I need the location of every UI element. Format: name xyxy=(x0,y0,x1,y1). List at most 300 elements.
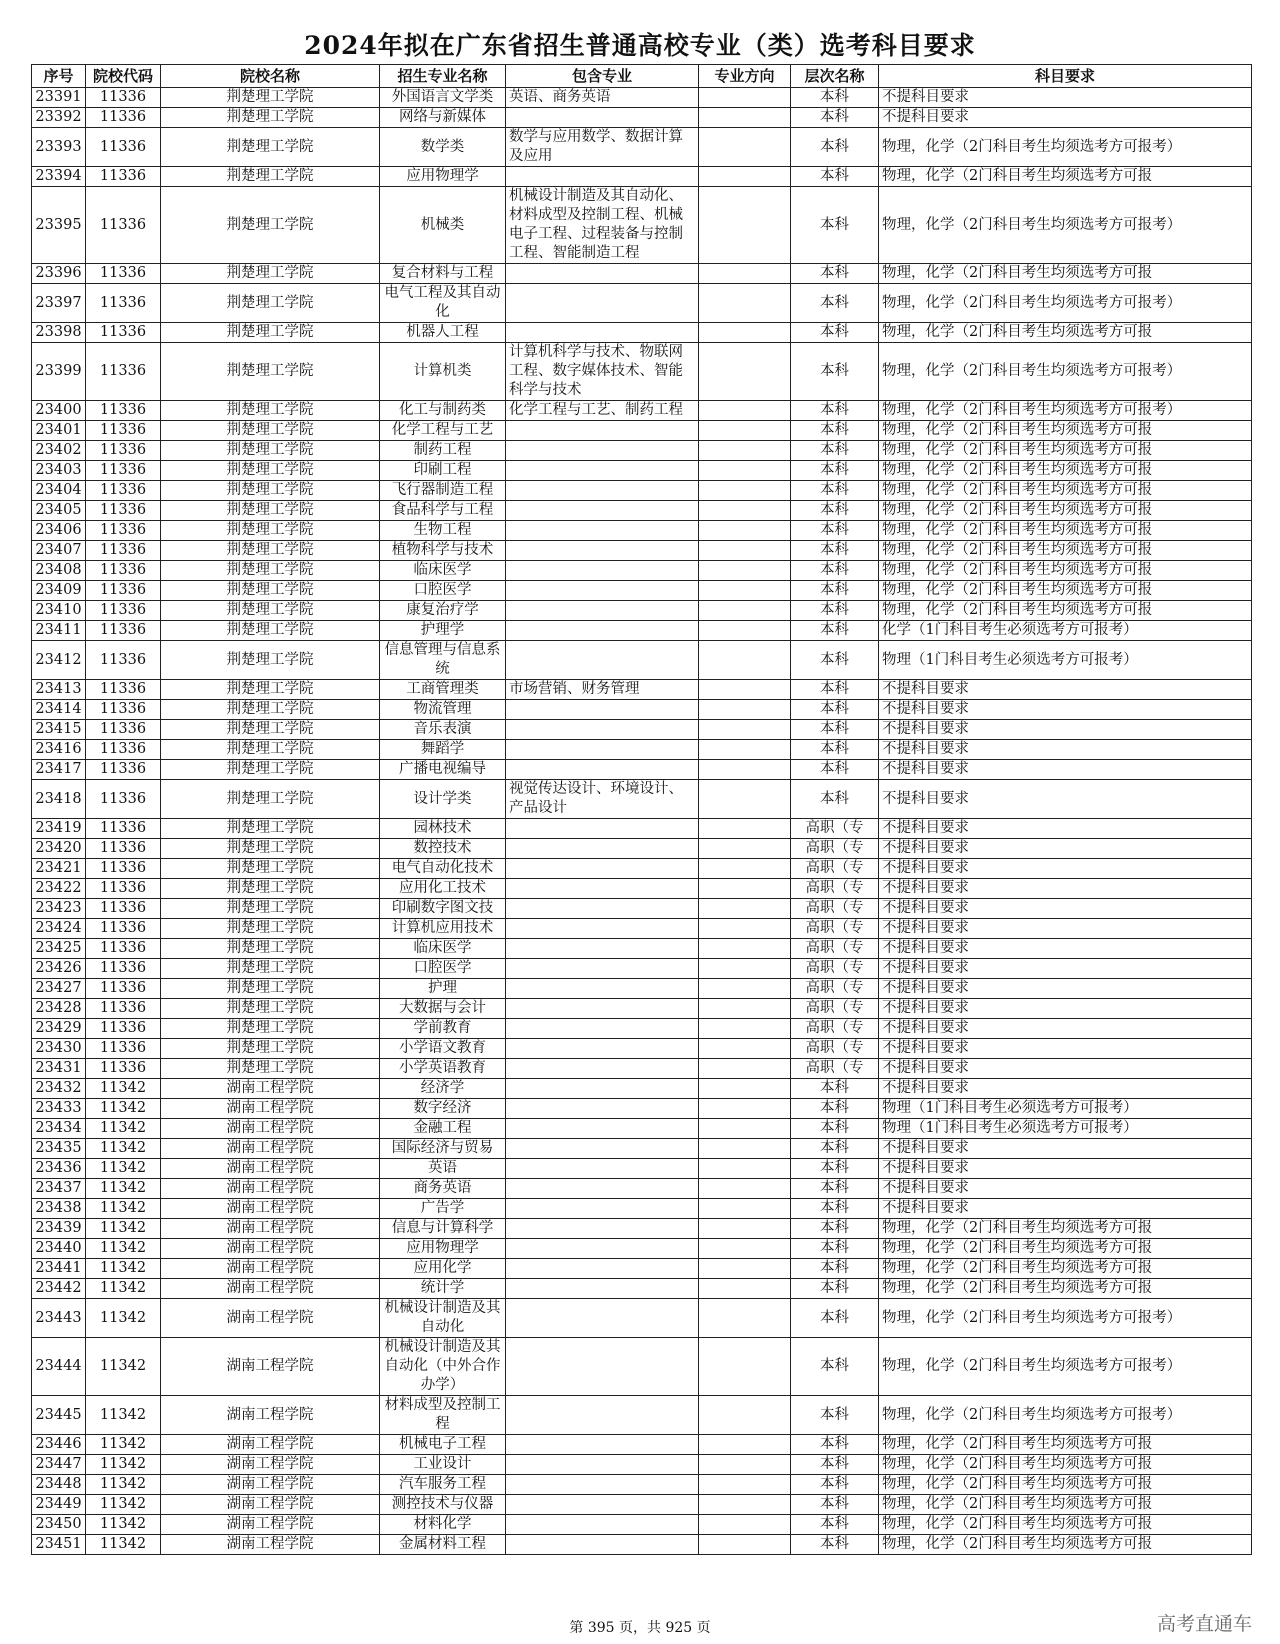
table-row xyxy=(32,88,1252,108)
table-row xyxy=(32,919,1252,939)
cell-included-majors xyxy=(506,1299,699,1338)
cell-school-name: 荆楚理工学院 xyxy=(161,264,380,284)
cell-school-code: 11336 xyxy=(86,541,161,561)
cell-included-majors: 化学工程与工艺、制药工程 xyxy=(506,401,699,421)
cell-major-name: 化工与制药类 xyxy=(380,401,506,421)
table-row xyxy=(32,1019,1252,1039)
cell-index: 23438 xyxy=(32,1199,86,1219)
header-school-name: 院校名称 xyxy=(161,65,380,88)
cell-major-name: 应用物理学 xyxy=(380,167,506,187)
cell-level: 本科 xyxy=(791,1338,879,1396)
cell-school-code: 11342 xyxy=(86,1535,161,1555)
cell-school-code: 11336 xyxy=(86,700,161,720)
cell-major-direction xyxy=(699,839,791,859)
cell-included-majors xyxy=(506,839,699,859)
cell-major-direction xyxy=(699,1099,791,1119)
cell-major-name: 广告学 xyxy=(380,1199,506,1219)
cell-index: 23429 xyxy=(32,1019,86,1039)
cell-school-name: 湖南工程学院 xyxy=(161,1475,380,1495)
cell-major-name: 音乐表演 xyxy=(380,720,506,740)
cell-index: 23425 xyxy=(32,939,86,959)
cell-subject-requirement: 物理，化学（2门科目考生均须选考方可报 xyxy=(879,481,1252,501)
cell-subject-requirement: 不提科目要求 xyxy=(879,859,1252,879)
cell-index: 23434 xyxy=(32,1119,86,1139)
cell-major-direction xyxy=(699,1119,791,1139)
cell-subject-requirement: 不提科目要求 xyxy=(879,1039,1252,1059)
table-row xyxy=(32,343,1252,401)
cell-subject-requirement: 物理，化学（2门科目考生均须选考方可报 xyxy=(879,581,1252,601)
cell-index: 23413 xyxy=(32,680,86,700)
cell-major-name: 植物科学与技术 xyxy=(380,541,506,561)
cell-major-direction xyxy=(699,1019,791,1039)
cell-major-name: 化学工程与工艺 xyxy=(380,421,506,441)
cell-major-direction xyxy=(699,700,791,720)
cell-school-code: 11336 xyxy=(86,919,161,939)
cell-index: 23446 xyxy=(32,1435,86,1455)
cell-subject-requirement: 不提科目要求 xyxy=(879,959,1252,979)
cell-major-name: 材料化学 xyxy=(380,1515,506,1535)
table-row xyxy=(32,1199,1252,1219)
cell-subject-requirement: 不提科目要求 xyxy=(879,760,1252,780)
cell-major-name: 设计学类 xyxy=(380,780,506,819)
cell-index: 23432 xyxy=(32,1079,86,1099)
cell-subject-requirement: 物理，化学（2门科目考生均须选考方可报 xyxy=(879,601,1252,621)
cell-major-name: 材料成型及控制工程 xyxy=(380,1396,506,1435)
cell-index: 23436 xyxy=(32,1159,86,1179)
cell-major-direction xyxy=(699,1219,791,1239)
table-row xyxy=(32,581,1252,601)
cell-included-majors xyxy=(506,284,699,323)
cell-level: 本科 xyxy=(791,343,879,401)
cell-level: 高职（专 xyxy=(791,979,879,999)
cell-level: 高职（专 xyxy=(791,899,879,919)
table-row xyxy=(32,1279,1252,1299)
cell-index: 23422 xyxy=(32,879,86,899)
cell-included-majors xyxy=(506,939,699,959)
cell-major-name: 国际经济与贸易 xyxy=(380,1139,506,1159)
cell-level: 本科 xyxy=(791,108,879,128)
cell-major-direction xyxy=(699,979,791,999)
cell-index: 23445 xyxy=(32,1396,86,1435)
cell-index: 23426 xyxy=(32,959,86,979)
cell-included-majors xyxy=(506,959,699,979)
header-major-direction: 专业方向 xyxy=(699,65,791,88)
cell-major-direction xyxy=(699,919,791,939)
cell-included-majors xyxy=(506,1099,699,1119)
cell-subject-requirement: 不提科目要求 xyxy=(879,819,1252,839)
cell-school-code: 11336 xyxy=(86,899,161,919)
cell-included-majors xyxy=(506,1179,699,1199)
cell-major-direction xyxy=(699,108,791,128)
cell-school-code: 11336 xyxy=(86,780,161,819)
cell-school-code: 11336 xyxy=(86,621,161,641)
cell-major-name: 电气自动化技术 xyxy=(380,859,506,879)
cell-school-code: 11342 xyxy=(86,1299,161,1338)
cell-index: 23399 xyxy=(32,343,86,401)
cell-school-code: 11342 xyxy=(86,1435,161,1455)
cell-major-name: 数学类 xyxy=(380,128,506,167)
cell-major-name: 应用化工技术 xyxy=(380,879,506,899)
cell-school-code: 11336 xyxy=(86,999,161,1019)
cell-major-direction xyxy=(699,1299,791,1338)
cell-index: 23420 xyxy=(32,839,86,859)
table-row xyxy=(32,264,1252,284)
cell-index: 23410 xyxy=(32,601,86,621)
cell-included-majors xyxy=(506,441,699,461)
cell-school-code: 11336 xyxy=(86,720,161,740)
cell-included-majors xyxy=(506,979,699,999)
cell-included-majors xyxy=(506,899,699,919)
cell-level: 本科 xyxy=(791,501,879,521)
cell-index: 23427 xyxy=(32,979,86,999)
cell-included-majors xyxy=(506,700,699,720)
cell-school-code: 11336 xyxy=(86,561,161,581)
cell-major-name: 英语 xyxy=(380,1159,506,1179)
cell-level: 高职（专 xyxy=(791,999,879,1019)
table-row xyxy=(32,780,1252,819)
cell-index: 23401 xyxy=(32,421,86,441)
cell-included-majors xyxy=(506,1475,699,1495)
cell-included-majors xyxy=(506,1119,699,1139)
cell-level: 本科 xyxy=(791,264,879,284)
table-row xyxy=(32,1179,1252,1199)
cell-major-name: 工业设计 xyxy=(380,1455,506,1475)
cell-level: 本科 xyxy=(791,740,879,760)
cell-included-majors xyxy=(506,1455,699,1475)
cell-school-name: 湖南工程学院 xyxy=(161,1535,380,1555)
table-row xyxy=(32,167,1252,187)
cell-school-name: 荆楚理工学院 xyxy=(161,1059,380,1079)
cell-included-majors xyxy=(506,264,699,284)
cell-level: 本科 xyxy=(791,561,879,581)
cell-included-majors xyxy=(506,760,699,780)
cell-school-code: 11336 xyxy=(86,521,161,541)
cell-subject-requirement: 不提科目要求 xyxy=(879,1159,1252,1179)
cell-major-name: 物流管理 xyxy=(380,700,506,720)
table-row xyxy=(32,284,1252,323)
cell-index: 23424 xyxy=(32,919,86,939)
table-row xyxy=(32,740,1252,760)
cell-school-name: 湖南工程学院 xyxy=(161,1396,380,1435)
cell-level: 本科 xyxy=(791,1199,879,1219)
cell-level: 本科 xyxy=(791,1475,879,1495)
cell-major-name: 机械类 xyxy=(380,187,506,264)
cell-major-name: 食品科学与工程 xyxy=(380,501,506,521)
cell-level: 高职（专 xyxy=(791,959,879,979)
cell-school-name: 荆楚理工学院 xyxy=(161,819,380,839)
table-row xyxy=(32,461,1252,481)
cell-major-direction xyxy=(699,760,791,780)
cell-subject-requirement: 物理（1门科目考生必须选考方可报考） xyxy=(879,641,1252,680)
table-row xyxy=(32,1259,1252,1279)
cell-index: 23407 xyxy=(32,541,86,561)
table-row xyxy=(32,1219,1252,1239)
cell-subject-requirement: 物理，化学（2门科目考生均须选考方可报 xyxy=(879,501,1252,521)
table-row xyxy=(32,1159,1252,1179)
table-row xyxy=(32,641,1252,680)
cell-level: 本科 xyxy=(791,1119,879,1139)
cell-index: 23435 xyxy=(32,1139,86,1159)
cell-school-name: 荆楚理工学院 xyxy=(161,481,380,501)
cell-school-name: 荆楚理工学院 xyxy=(161,521,380,541)
cell-major-direction xyxy=(699,740,791,760)
table-row xyxy=(32,1299,1252,1338)
cell-major-direction xyxy=(699,1159,791,1179)
cell-major-direction xyxy=(699,441,791,461)
cell-school-code: 11336 xyxy=(86,1059,161,1079)
cell-school-code: 11342 xyxy=(86,1219,161,1239)
table-row xyxy=(32,541,1252,561)
cell-level: 高职（专 xyxy=(791,859,879,879)
cell-level: 本科 xyxy=(791,680,879,700)
cell-index: 23451 xyxy=(32,1535,86,1555)
cell-index: 23395 xyxy=(32,187,86,264)
cell-index: 23439 xyxy=(32,1219,86,1239)
cell-subject-requirement: 不提科目要求 xyxy=(879,999,1252,1019)
cell-included-majors xyxy=(506,1199,699,1219)
cell-school-code: 11342 xyxy=(86,1259,161,1279)
table-row xyxy=(32,1455,1252,1475)
cell-major-name: 金属材料工程 xyxy=(380,1535,506,1555)
cell-major-name: 统计学 xyxy=(380,1279,506,1299)
cell-school-code: 11336 xyxy=(86,979,161,999)
cell-major-direction xyxy=(699,1059,791,1079)
cell-level: 本科 xyxy=(791,88,879,108)
cell-index: 23393 xyxy=(32,128,86,167)
cell-major-name: 口腔医学 xyxy=(380,959,506,979)
cell-school-code: 11336 xyxy=(86,88,161,108)
cell-major-direction xyxy=(699,323,791,343)
cell-index: 23421 xyxy=(32,859,86,879)
cell-subject-requirement: 物理，化学（2门科目考生均须选考方可报 xyxy=(879,521,1252,541)
table-row xyxy=(32,680,1252,700)
cell-subject-requirement: 物理，化学（2门科目考生均须选考方可报 xyxy=(879,1435,1252,1455)
table-row xyxy=(32,999,1252,1019)
table-row xyxy=(32,899,1252,919)
cell-subject-requirement: 不提科目要求 xyxy=(879,680,1252,700)
cell-level: 本科 xyxy=(791,421,879,441)
cell-included-majors: 数学与应用数学、数据计算及应用 xyxy=(506,128,699,167)
table-row xyxy=(32,187,1252,264)
cell-major-direction xyxy=(699,1435,791,1455)
table-header-row xyxy=(32,65,1252,88)
cell-major-name: 临床医学 xyxy=(380,939,506,959)
cell-school-name: 荆楚理工学院 xyxy=(161,700,380,720)
cell-school-code: 11336 xyxy=(86,760,161,780)
table-row xyxy=(32,1338,1252,1396)
cell-included-majors xyxy=(506,1079,699,1099)
cell-major-name: 外国语言文学类 xyxy=(380,88,506,108)
cell-index: 23433 xyxy=(32,1099,86,1119)
table-row xyxy=(32,839,1252,859)
cell-school-code: 11342 xyxy=(86,1495,161,1515)
cell-major-name: 金融工程 xyxy=(380,1119,506,1139)
cell-major-name: 测控技术与仪器 xyxy=(380,1495,506,1515)
table-row xyxy=(32,939,1252,959)
cell-index: 23397 xyxy=(32,284,86,323)
cell-subject-requirement: 物理（1门科目考生必须选考方可报考） xyxy=(879,1099,1252,1119)
cell-school-name: 荆楚理工学院 xyxy=(161,128,380,167)
cell-subject-requirement: 物理，化学（2门科目考生均须选考方可报考） xyxy=(879,128,1252,167)
cell-major-direction xyxy=(699,1079,791,1099)
cell-included-majors xyxy=(506,621,699,641)
cell-school-name: 荆楚理工学院 xyxy=(161,1019,380,1039)
cell-included-majors xyxy=(506,1396,699,1435)
cell-major-direction xyxy=(699,1239,791,1259)
cell-subject-requirement: 化学（1门科目考生必须选考方可报考） xyxy=(879,621,1252,641)
cell-level: 高职（专 xyxy=(791,939,879,959)
cell-included-majors xyxy=(506,581,699,601)
cell-subject-requirement: 物理，化学（2门科目考生均须选考方可报 xyxy=(879,1219,1252,1239)
cell-included-majors xyxy=(506,1515,699,1535)
cell-school-name: 湖南工程学院 xyxy=(161,1259,380,1279)
cell-included-majors xyxy=(506,1279,699,1299)
cell-major-name: 小学语文教育 xyxy=(380,1039,506,1059)
cell-major-name: 经济学 xyxy=(380,1079,506,1099)
cell-school-code: 11342 xyxy=(86,1239,161,1259)
cell-index: 23412 xyxy=(32,641,86,680)
cell-major-direction xyxy=(699,1338,791,1396)
cell-level: 高职（专 xyxy=(791,839,879,859)
cell-included-majors xyxy=(506,541,699,561)
cell-major-name: 大数据与会计 xyxy=(380,999,506,1019)
cell-school-code: 11336 xyxy=(86,601,161,621)
cell-major-direction xyxy=(699,720,791,740)
cell-included-majors xyxy=(506,1039,699,1059)
cell-level: 高职（专 xyxy=(791,819,879,839)
cell-major-direction xyxy=(699,680,791,700)
cell-school-name: 荆楚理工学院 xyxy=(161,621,380,641)
cell-school-name: 荆楚理工学院 xyxy=(161,601,380,621)
cell-subject-requirement: 不提科目要求 xyxy=(879,979,1252,999)
cell-school-name: 荆楚理工学院 xyxy=(161,999,380,1019)
cell-major-direction xyxy=(699,1179,791,1199)
table-row xyxy=(32,1396,1252,1435)
table-row xyxy=(32,760,1252,780)
cell-school-name: 荆楚理工学院 xyxy=(161,641,380,680)
cell-included-majors: 机械设计制造及其自动化、材料成型及控制工程、机械电子工程、过程装备与控制工程、智能制造工程 xyxy=(506,187,699,264)
cell-subject-requirement: 物理，化学（2门科目考生均须选考方可报 xyxy=(879,561,1252,581)
cell-level: 本科 xyxy=(791,187,879,264)
cell-school-code: 11342 xyxy=(86,1455,161,1475)
cell-school-name: 荆楚理工学院 xyxy=(161,501,380,521)
cell-school-code: 11342 xyxy=(86,1079,161,1099)
cell-major-name: 康复治疗学 xyxy=(380,601,506,621)
cell-index: 23400 xyxy=(32,401,86,421)
cell-subject-requirement: 不提科目要求 xyxy=(879,1139,1252,1159)
table-row xyxy=(32,128,1252,167)
cell-school-name: 荆楚理工学院 xyxy=(161,899,380,919)
table-row xyxy=(32,720,1252,740)
cell-major-direction xyxy=(699,819,791,839)
table-row xyxy=(32,879,1252,899)
cell-included-majors xyxy=(506,1019,699,1039)
cell-major-name: 飞行器制造工程 xyxy=(380,481,506,501)
table-row xyxy=(32,1139,1252,1159)
header-included-majors: 包含专业 xyxy=(506,65,699,88)
cell-major-name: 护理 xyxy=(380,979,506,999)
cell-level: 本科 xyxy=(791,1239,879,1259)
cell-school-name: 湖南工程学院 xyxy=(161,1435,380,1455)
cell-included-majors xyxy=(506,1139,699,1159)
table-row xyxy=(32,441,1252,461)
cell-school-code: 11336 xyxy=(86,1039,161,1059)
cell-included-majors: 英语、商务英语 xyxy=(506,88,699,108)
cell-subject-requirement: 物理，化学（2门科目考生均须选考方可报 xyxy=(879,541,1252,561)
cell-school-name: 湖南工程学院 xyxy=(161,1139,380,1159)
cell-subject-requirement: 不提科目要求 xyxy=(879,919,1252,939)
table-row xyxy=(32,1099,1252,1119)
cell-school-name: 湖南工程学院 xyxy=(161,1119,380,1139)
cell-school-name: 湖南工程学院 xyxy=(161,1299,380,1338)
table-row xyxy=(32,1435,1252,1455)
cell-school-name: 荆楚理工学院 xyxy=(161,541,380,561)
table-row xyxy=(32,601,1252,621)
table-row xyxy=(32,1119,1252,1139)
cell-school-code: 11336 xyxy=(86,581,161,601)
cell-included-majors xyxy=(506,819,699,839)
cell-school-name: 荆楚理工学院 xyxy=(161,879,380,899)
table-row xyxy=(32,979,1252,999)
cell-subject-requirement: 物理，化学（2门科目考生均须选考方可报 xyxy=(879,1515,1252,1535)
table-row xyxy=(32,1079,1252,1099)
cell-included-majors xyxy=(506,1495,699,1515)
cell-subject-requirement: 不提科目要求 xyxy=(879,740,1252,760)
cell-school-name: 荆楚理工学院 xyxy=(161,1039,380,1059)
cell-major-name: 计算机类 xyxy=(380,343,506,401)
cell-major-name: 应用化学 xyxy=(380,1259,506,1279)
cell-level: 本科 xyxy=(791,284,879,323)
cell-included-majors xyxy=(506,740,699,760)
cell-index: 23404 xyxy=(32,481,86,501)
cell-school-code: 11342 xyxy=(86,1119,161,1139)
cell-subject-requirement: 不提科目要求 xyxy=(879,108,1252,128)
cell-school-code: 11336 xyxy=(86,461,161,481)
requirements-table xyxy=(31,64,1252,1555)
cell-included-majors: 计算机科学与技术、物联网工程、数字媒体技术、智能科学与技术 xyxy=(506,343,699,401)
cell-school-code: 11336 xyxy=(86,264,161,284)
cell-index: 23403 xyxy=(32,461,86,481)
cell-subject-requirement: 物理，化学（2门科目考生均须选考方可报考） xyxy=(879,401,1252,421)
cell-school-name: 湖南工程学院 xyxy=(161,1219,380,1239)
cell-subject-requirement: 物理，化学（2门科目考生均须选考方可报 xyxy=(879,1475,1252,1495)
cell-subject-requirement: 不提科目要求 xyxy=(879,1179,1252,1199)
cell-subject-requirement: 不提科目要求 xyxy=(879,1079,1252,1099)
cell-major-direction xyxy=(699,581,791,601)
cell-level: 本科 xyxy=(791,621,879,641)
cell-major-direction xyxy=(699,1139,791,1159)
cell-level: 本科 xyxy=(791,1396,879,1435)
cell-level: 本科 xyxy=(791,1219,879,1239)
cell-school-name: 荆楚理工学院 xyxy=(161,323,380,343)
cell-school-name: 荆楚理工学院 xyxy=(161,284,380,323)
cell-level: 本科 xyxy=(791,700,879,720)
cell-level: 本科 xyxy=(791,461,879,481)
cell-school-name: 荆楚理工学院 xyxy=(161,401,380,421)
cell-subject-requirement: 物理，化学（2门科目考生均须选考方可报考） xyxy=(879,1299,1252,1338)
cell-school-code: 11336 xyxy=(86,343,161,401)
cell-level: 本科 xyxy=(791,401,879,421)
cell-included-majors xyxy=(506,1239,699,1259)
cell-subject-requirement: 物理，化学（2门科目考生均须选考方可报考） xyxy=(879,1396,1252,1435)
cell-included-majors xyxy=(506,167,699,187)
cell-major-direction xyxy=(699,1535,791,1555)
cell-level: 本科 xyxy=(791,167,879,187)
cell-school-code: 11336 xyxy=(86,167,161,187)
cell-school-name: 湖南工程学院 xyxy=(161,1179,380,1199)
cell-level: 本科 xyxy=(791,601,879,621)
cell-major-direction xyxy=(699,939,791,959)
